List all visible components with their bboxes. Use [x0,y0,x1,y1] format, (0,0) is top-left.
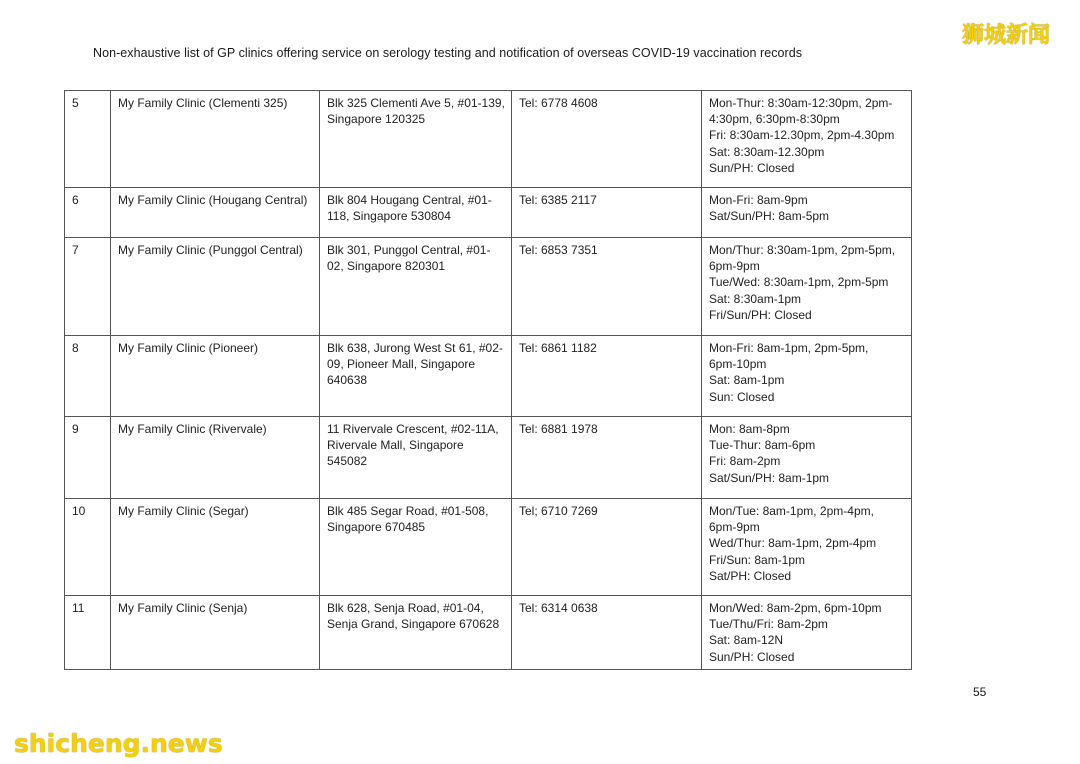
clinic-address-cell: Blk 301, Punggol Central, #01-02, Singapore 820301 [320,238,512,336]
opening-hours-line: Sun/PH: Closed [709,649,795,664]
clinic-address-cell: Blk 628, Senja Road, #01-04, Senja Grand, Singapore 670628 [320,596,512,670]
opening-hours-line: Sun: Closed [709,389,775,404]
opening-hours-line: Mon-Fri: 8am-9pm [709,193,808,207]
table-row [65,238,912,336]
opening-hours-line: Mon-Thur: 8:30am-12:30pm, 2pm- [709,96,893,110]
clinic-address-cell: Blk 804 Hougang Central, #01-118, Singapore 530804 [320,188,512,238]
clinic-table [64,90,912,670]
opening-hours-line: Tue/Wed: 8:30am-1pm, 2pm-5pm [709,275,889,290]
clinic-name-cell: My Family Clinic (Senja) [111,596,320,670]
opening-hours-line: Sat/Sun/PH: 8am-1pm [709,470,830,485]
clinic-hours-cell [702,417,912,499]
opening-hours-line: Sat/PH: Closed [709,568,792,583]
clinic-tel-cell: Tel: 6881 1978 [512,417,702,499]
clinic-tel-cell: Tel: 6778 4608 [512,91,702,188]
opening-hours-line: Wed/Thur: 8am-1pm, 2pm-4pm [709,536,877,551]
opening-hours-line: Sat: 8am-1pm [709,373,785,388]
clinic-number-cell: 10 [65,499,111,596]
clinic-tel-cell: Tel: 6861 1182 [512,336,702,417]
opening-hours-line: 6pm-10pm [709,357,767,372]
opening-hours-line: 6pm-9pm [709,520,760,535]
opening-hours-line: Fri: 8am-2pm [709,454,781,469]
watermark-logo-bottom: shicheng.news [14,729,223,758]
table-row [65,188,912,238]
clinic-number-cell: 8 [65,336,111,417]
opening-hours-line: Sat/Sun/PH: 8am-5pm [709,209,830,224]
opening-hours-line: Sat: 8am-12N [709,633,784,648]
opening-hours-line: Tue/Thu/Fri: 8am-2pm [709,617,828,632]
opening-hours-line: Mon/Thur: 8:30am-1pm, 2pm-5pm, [709,243,896,257]
clinic-name-cell: My Family Clinic (Punggol Central) [111,238,320,336]
opening-hours-line: Tue-Thur: 8am-6pm [709,438,816,453]
page-number: 55 [973,685,987,699]
table-row [65,596,912,670]
clinic-tel-cell: Tel; 6710 7269 [512,499,702,596]
clinic-tel-cell: Tel: 6385 2117 [512,188,702,238]
clinic-number-cell: 5 [65,91,111,188]
opening-hours-line: Sun/PH: Closed [709,160,795,175]
clinic-table-body [65,91,912,670]
opening-hours-line: Mon: 8am-8pm [709,422,790,436]
table-row [65,91,912,188]
clinic-number-cell: 11 [65,596,111,670]
opening-hours-line: 6pm-9pm [709,259,760,274]
clinic-number-cell: 7 [65,238,111,336]
opening-hours-line: Mon-Fri: 8am-1pm, 2pm-5pm, [709,341,869,355]
watermark-logo-top: 狮城新闻 [962,23,1051,48]
clinic-name-cell: My Family Clinic (Hougang Central) [111,188,320,238]
clinic-hours-cell [702,596,912,670]
clinic-tel-cell: Tel: 6314 0638 [512,596,702,670]
opening-hours-line: Sat: 8:30am-12.30pm [709,144,825,159]
opening-hours-line: Fri: 8:30am-12.30pm, 2pm-4.30pm [709,128,895,143]
opening-hours-line: Fri/Sun/PH: Closed [709,307,812,322]
clinic-address-cell: Blk 485 Segar Road, #01-508, Singapore 670485 [320,499,512,596]
clinic-name-cell: My Family Clinic (Segar) [111,499,320,596]
clinic-address-cell: Blk 325 Clementi Ave 5, #01-139, Singapore 120325 [320,91,512,188]
clinic-name-cell: My Family Clinic (Rivervale) [111,417,320,499]
opening-hours-line: Sat: 8:30am-1pm [709,291,802,306]
opening-hours-line: Mon/Tue: 8am-1pm, 2pm-4pm, [709,504,874,518]
clinic-number-cell: 6 [65,188,111,238]
clinic-tel-cell: Tel: 6853 7351 [512,238,702,336]
clinic-address-cell: Blk 638, Jurong West St 61, #02-09, Pioneer Mall, Singapore 640638 [320,336,512,417]
clinic-name-cell: My Family Clinic (Clementi 325) [111,91,320,188]
clinic-name-cell: My Family Clinic (Pioneer) [111,336,320,417]
table-row [65,417,912,499]
clinic-hours-cell [702,188,912,238]
table-row [65,499,912,596]
opening-hours-line: Mon/Wed: 8am-2pm, 6pm-10pm [709,601,882,615]
opening-hours-line: Fri/Sun: 8am-1pm [709,552,806,567]
clinic-address-cell: 11 Rivervale Crescent, #02-11A, Rivervale Mall, Singapore 545082 [320,417,512,499]
clinic-hours-cell [702,238,912,336]
clinic-hours-cell [702,91,912,188]
opening-hours-line: 4:30pm, 6:30pm-8:30pm [709,112,840,127]
clinic-number-cell: 9 [65,417,111,499]
table-row [65,336,912,417]
page-title: Non-exhaustive list of GP clinics offering service on serology testing and notification of overseas COVID-19 vaccination records [93,46,803,60]
clinic-hours-cell [702,336,912,417]
clinic-hours-cell [702,499,912,596]
